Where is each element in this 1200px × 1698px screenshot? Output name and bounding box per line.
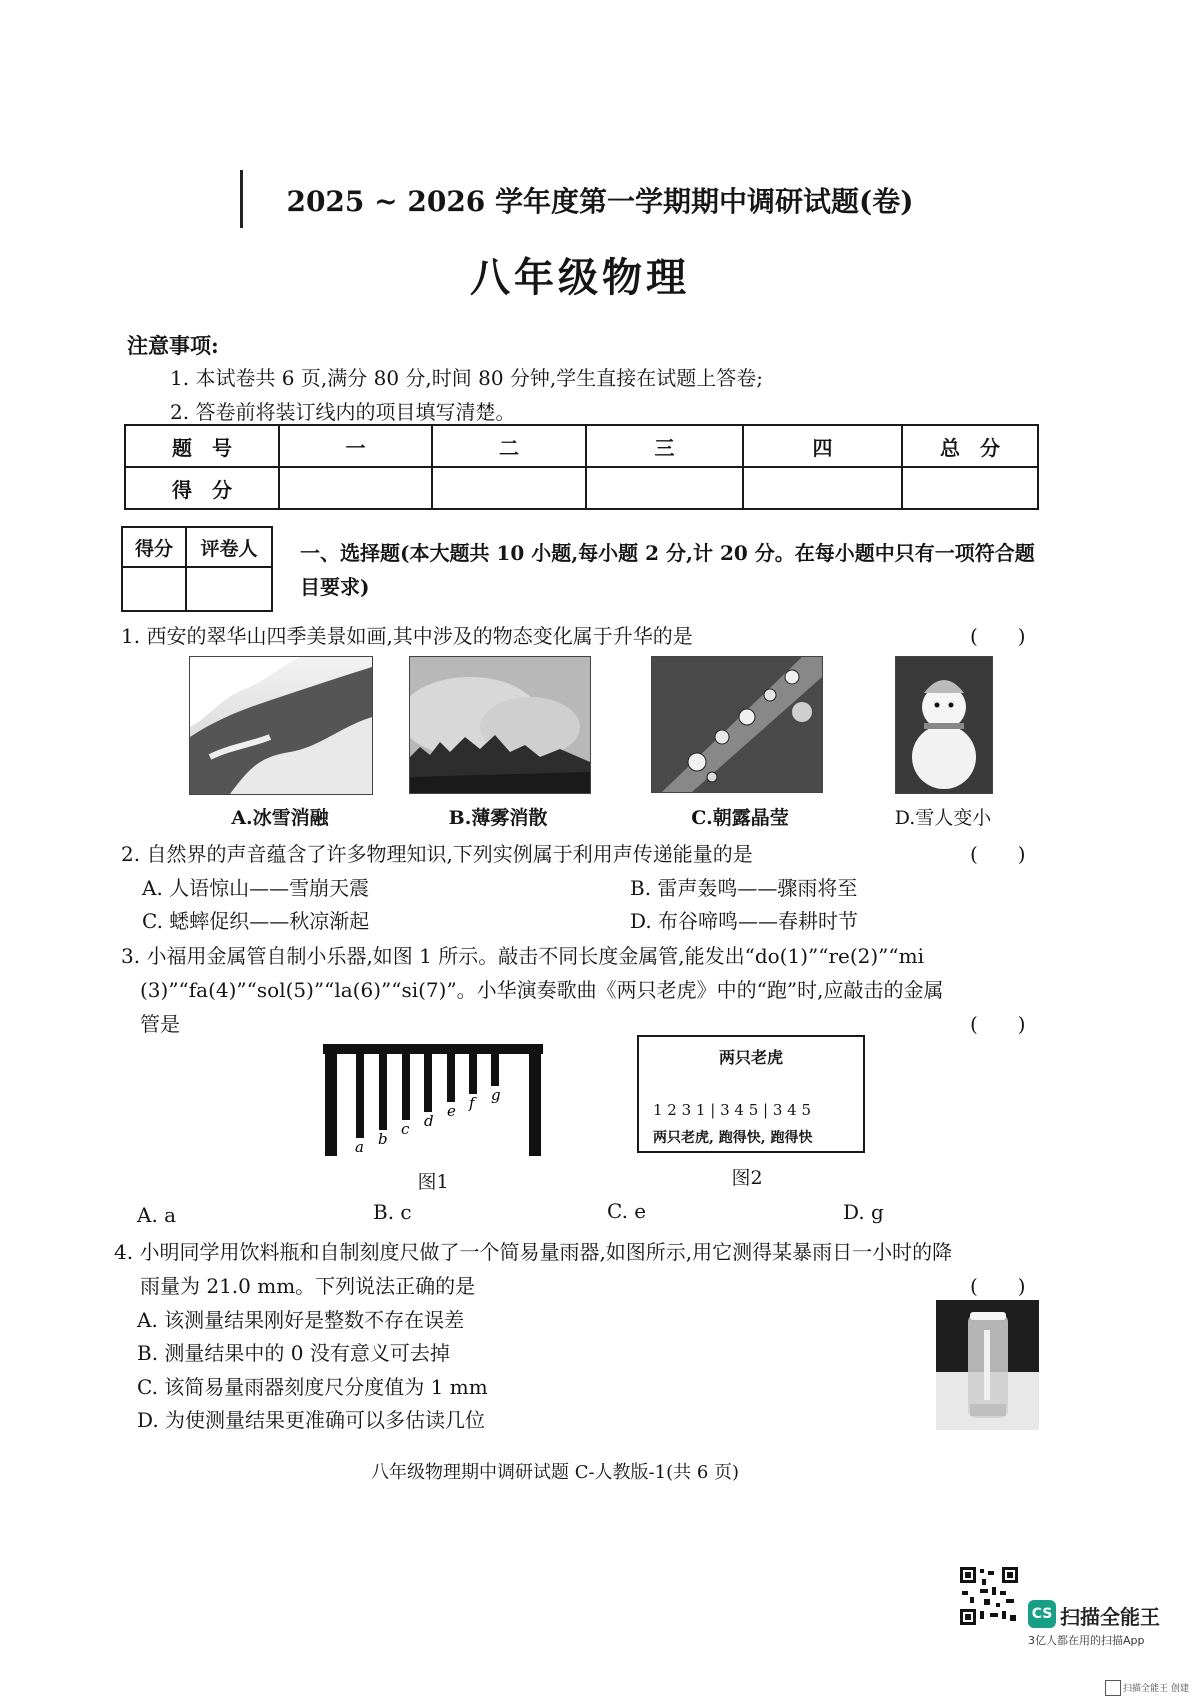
q2-option-a: A. 人语惊山——雪崩天震 (142, 876, 370, 900)
q2-option-c: C. 蟋蟀促织——秋凉渐起 (142, 909, 370, 933)
q3-answer-paren: ( ) (970, 1012, 1026, 1036)
q4-line-2: 雨量为 21.0 mm。下列说法正确的是 (140, 1274, 476, 1298)
score-header-4: 四 (743, 425, 902, 467)
score-cell-1 (279, 467, 432, 509)
score-table (124, 424, 1039, 510)
q1-photo-mist (409, 656, 591, 794)
q3-line-3: 管是 (140, 1012, 180, 1036)
score-header-3: 三 (586, 425, 743, 467)
score-cell-total (902, 467, 1038, 509)
q1-photo-melting-snow (189, 656, 373, 795)
q4-option-c: C. 该简易量雨器刻度尺分度值为 1 mm (137, 1375, 488, 1399)
q4-option-a: A. 该测量结果刚好是整数不存在误差 (137, 1308, 465, 1332)
q3-option-c: C. e (607, 1199, 647, 1223)
tube-label-f: f (469, 1094, 475, 1112)
score-header-total: 总 分 (902, 425, 1038, 467)
q2-option-d: D. 布谷啼鸣——春耕时节 (630, 909, 859, 933)
score-cell-3 (586, 467, 743, 509)
score-header-label: 题 号 (125, 425, 279, 467)
q3-option-b: B. c (373, 1200, 412, 1224)
q2-answer-paren: ( ) (970, 842, 1026, 866)
q4-line-1: 4. 小明同学用饮料瓶和自制刻度尺做了一个简易量雨器,如图所示,用它测得某暴雨日一小时的降 (114, 1240, 953, 1264)
score-header-1: 一 (279, 425, 432, 467)
grader-table (121, 526, 273, 612)
scanner-tagline: 3亿人都在用的扫描App (1028, 1634, 1145, 1647)
q4-option-d: D. 为使测量结果更准确可以多估读几位 (137, 1408, 486, 1432)
section-1-title: 一、选择题(本大题共 10 小题,每小题 2 分,计 20 分。在每小题中只有一项符合题目要求) (300, 541, 1035, 599)
qr-code-icon (960, 1567, 1018, 1625)
q1-option-a: A.冰雪消融 (231, 807, 329, 829)
tube-label-e: e (447, 1102, 456, 1120)
q1-option-c: C.朝露晶莹 (691, 807, 789, 829)
q3-figure-1-tubes (323, 1040, 543, 1160)
score-song-title: 两只老虎 (718, 1048, 783, 1067)
q1-photo-snowman (895, 656, 993, 794)
q1-option-b: B.薄雾消散 (448, 807, 548, 829)
q1-stem: 1. 西安的翠华山四季美景如画,其中涉及的物态变化属于升华的是 (121, 624, 693, 648)
camscanner-logo-icon: CS (1028, 1600, 1056, 1628)
scanner-corner-credit: 扫描全能王 创建 (1123, 1684, 1189, 1694)
tube-label-d: d (424, 1112, 434, 1130)
notice-heading: 注意事项: (127, 333, 219, 358)
q3-figure-2-caption: 图2 (731, 1167, 763, 1189)
q3-option-a: A. a (137, 1203, 177, 1227)
corner-qr-icon (1105, 1680, 1121, 1696)
score-header-2: 二 (432, 425, 586, 467)
subject-title: 八年级物理 (470, 254, 690, 301)
q1-option-d: D.雪人变小 (894, 807, 992, 829)
grader-score-cell (122, 567, 186, 611)
notice-item-2: 2. 答卷前将装订线内的项目填写清楚。 (170, 400, 516, 424)
grader-name-label: 评卷人 (186, 527, 272, 567)
page-footer: 八年级物理期中调研试题 C-人教版-1(共 6 页) (370, 1462, 740, 1483)
exam-title: 2025 ~ 2026 学年度第一学期期中调研试题(卷) (286, 185, 914, 218)
q2-option-b: B. 雷声轰鸣——骤雨将至 (630, 876, 858, 900)
q3-line-1: 3. 小福用金属管自制小乐器,如图 1 所示。敲击不同长度金属管,能发出“do(1)”“re(2)”“mi (121, 944, 924, 968)
q4-option-b: B. 测量结果中的 0 没有意义可去掉 (137, 1341, 450, 1365)
q1-photo-dew (651, 656, 823, 793)
score-cell-4 (743, 467, 902, 509)
score-cell-2 (432, 467, 586, 509)
tube-label-c: c (401, 1120, 410, 1138)
q3-line-2: (3)”“fa(4)”“sol(5)”“la(6)”“si(7)”。小华演奏歌曲《两只老虎》中的“跑”时,应敲击的金属 (140, 978, 944, 1002)
q3-option-d: D. g (843, 1200, 884, 1224)
q2-stem: 2. 自然界的声音蕴含了许多物理知识,下列实例属于利用声传递能量的是 (121, 842, 753, 866)
q4-photo-rain-gauge (936, 1300, 1039, 1430)
tube-label-g: g (491, 1086, 501, 1104)
tube-label-a: a (355, 1138, 364, 1156)
tube-label-b: b (378, 1130, 388, 1148)
q4-answer-paren: ( ) (970, 1274, 1026, 1298)
q3-figure-1-caption: 图1 (417, 1171, 449, 1193)
score-notes: 1 2 3 1 | 3 4 5 | 3 4 5 (653, 1101, 811, 1119)
score-row-label: 得 分 (125, 467, 279, 509)
q1-answer-paren: ( ) (970, 624, 1026, 648)
notice-item-1: 1. 本试卷共 6 页,满分 80 分,时间 80 分钟,学生直接在试题上答卷; (170, 366, 764, 390)
grader-name-cell (186, 567, 272, 611)
grader-score-label: 得分 (122, 527, 186, 567)
q3-figure-2-score (637, 1035, 865, 1153)
scanner-brand: 扫描全能王 (1060, 1605, 1160, 1629)
score-lyrics: 两只老虎, 跑得快, 跑得快 (653, 1130, 813, 1146)
